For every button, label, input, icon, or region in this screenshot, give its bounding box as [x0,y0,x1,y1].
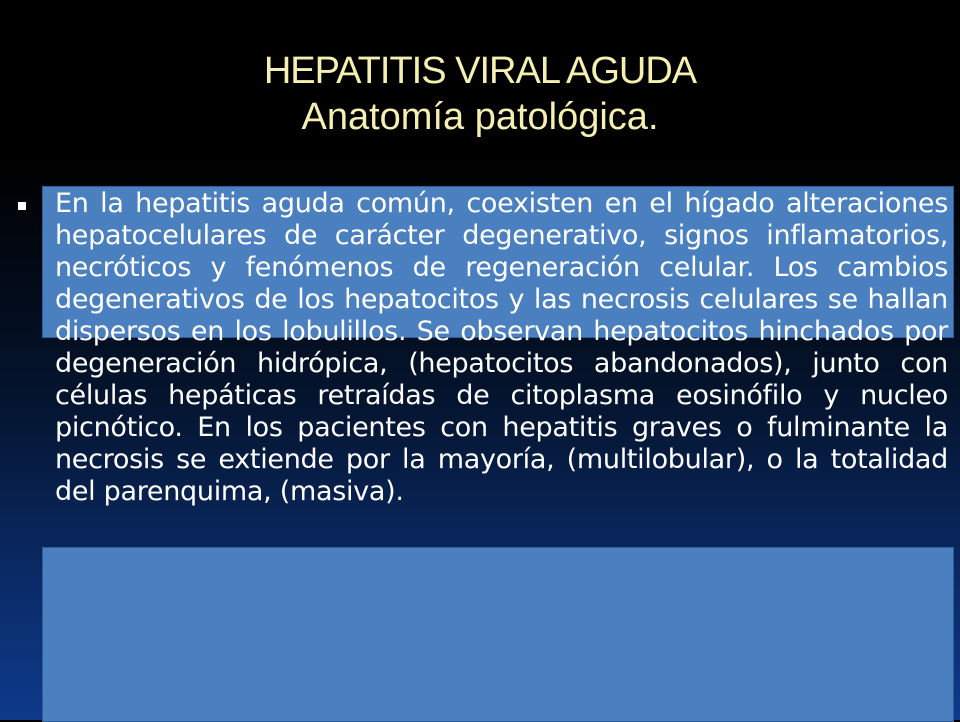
slide-title [0,48,960,141]
title-line-1: HEPATITIS VIRAL AGUDA [263,50,697,92]
square-bullet-icon [18,202,26,210]
title-line-2: Anatomía patológica. [301,96,659,139]
body-paragraph: En la hepatitis aguda común, coexisten en el hígado alteraciones hepatocelulares de carácter degenerativo, signos inflamatorios, necróticos y fenómenos de regeneración celular. Los cambios degenerativos de los hepatocitos y las necrosis celulares se hallan dispersos en los lobulillos. Se observan hepatocitos hinchados por degeneración hidrópica, (hepatocitos abandonados), junto con células hepáticas retraídas de citoplasma eosinófilo y nucleo picnótico. En los pacientes con hepatitis graves o fulminante la necrosis se extiende por la mayoría, (multilobular), o la totalidad del parenquima, (masiva). [55,188,948,507]
highlight-box-bottom [42,547,954,722]
